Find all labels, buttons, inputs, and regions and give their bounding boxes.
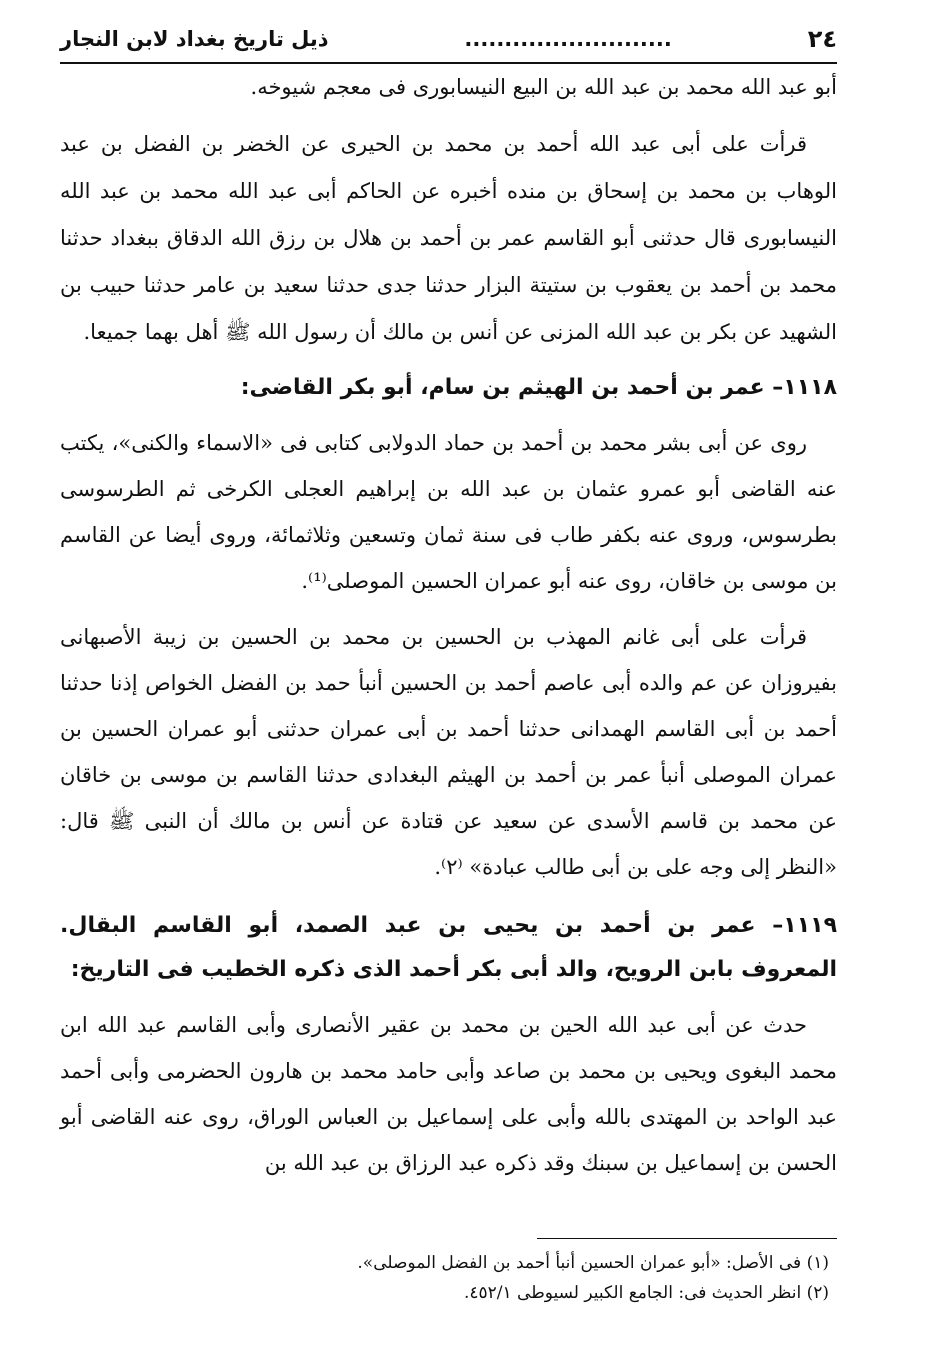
entry-heading-1118: ١١١٨– عمر بن أحمد بن الهيثم بن سام، أبو بكر القاضى: <box>240 375 837 400</box>
paragraph-continuation: أبو عبد الله محمد بن عبد الله بن البيع النيسابورى فى معجم شيوخه. <box>250 75 837 99</box>
footnotes <box>60 1248 837 1308</box>
paragraph-isnad-1: قرأت على أبى عبد الله أحمد بن محمد بن الحيرى عن الخضر بن الفضل بن عبد الوهاب بن محمد بن إسحاق بن منده أخبره عن الحاكم أبى عبد الله محمد بن عبد الله النيسابورى قال حدثنى أبو القاسم عمر بن أحمد بن هلال بن رزق الله الدقاق ببغداد حدثنا محمد بن أحمد بن يعقوب بن ستيتة البزار حدثنا جدى حدثنا سعيد بن عامر حدثنا حبيب بن الشهيد عن بكر بن عبد الله المزنى عن أنس بن مالك أن رسول الله ﷺ أهل بهما جميعا. <box>60 132 837 344</box>
footnote-1: (١) فى الأصل: «أبو عمران الحسين أنبأ أحمد بن الفضل الموصلى». <box>357 1253 829 1273</box>
footnote-rule <box>537 1238 837 1239</box>
header-separator: .......................... <box>464 27 672 51</box>
main-text <box>60 64 837 1186</box>
paragraph-entry-1119: حدث عن أبى عبد الله الحين بن محمد بن عقير الأنصارى وأبى القاسم عبد الله ابن محمد البغوى ويحيى بن محمد بن صاعد وأبى حامد محمد بن هارون الحضرمى وأبى أحمد عبد الواحد بن المهتدى بالله وأبى على إسماعيل بن العباس الوراق، روى عنه القاضى أبو الحسن بن إسماعيل بن سبنك وقد ذكره عبد الرزاق بن عبد الله بن <box>60 1013 837 1175</box>
book-title: ذيل تاريخ بغداد لابن النجار <box>60 27 329 51</box>
page-number: ٢٤ <box>807 25 837 53</box>
running-header <box>60 22 837 56</box>
book-page <box>60 0 837 1359</box>
entry-heading-1119: ١١١٩– عمر بن أحمد بن يحيى بن عبد الصمد، أبو القاسم البقال. المعروف بابن الرويح، والد أبى بكر أحمد الذى ذكره الخطيب فى التاريخ: <box>60 913 837 982</box>
footnote-2: (٢) انظر الحديث فى: الجامع الكبير لسيوطى ٤٥٢/١. <box>463 1283 829 1303</box>
paragraph-isnad-2: قرأت على أبى غانم المهذب بن الحسين بن محمد بن الحسين بن زيبة الأصبهانى بفيروزان عن عم والده أبى عاصم أحمد بن الحسين أنبأ حمد بن الفضل الخواص إذنا حدثنا أحمد بن أبى القاسم الهمدانى حدثنا أحمد بن أبى عمران حدثنى أبو عمران الحسين بن عمران الموصلى أنبأ عمر بن أحمد بن الهيثم البغدادى حدثنا القاسم بن موسى بن خاقان عن محمد بن قاسم الأسدى عن سعيد عن قتادة عن أنس بن مالك أن النبى ﷺ قال: «النظر إلى وجه على بن أبى طالب عبادة» ⁽٢⁾. <box>60 625 837 879</box>
paragraph-entry-1118: روى عن أبى بشر محمد بن أحمد بن حماد الدولابى كتابى فى «الاسماء والكنى»، يكتب عنه القاضى أبو عمرو عثمان بن عبد الله بن إبراهيم العجلى الكرخى ثم الطرسوسى بطرسوس، وروى عنه بكفر طاب فى سنة ثمان وتسعين وثلاثمائة، وروى أيضا عن القاسم بن موسى بن خاقان، روى عنه أبو عمران الحسين الموصلى⁽¹⁾. <box>60 431 837 593</box>
